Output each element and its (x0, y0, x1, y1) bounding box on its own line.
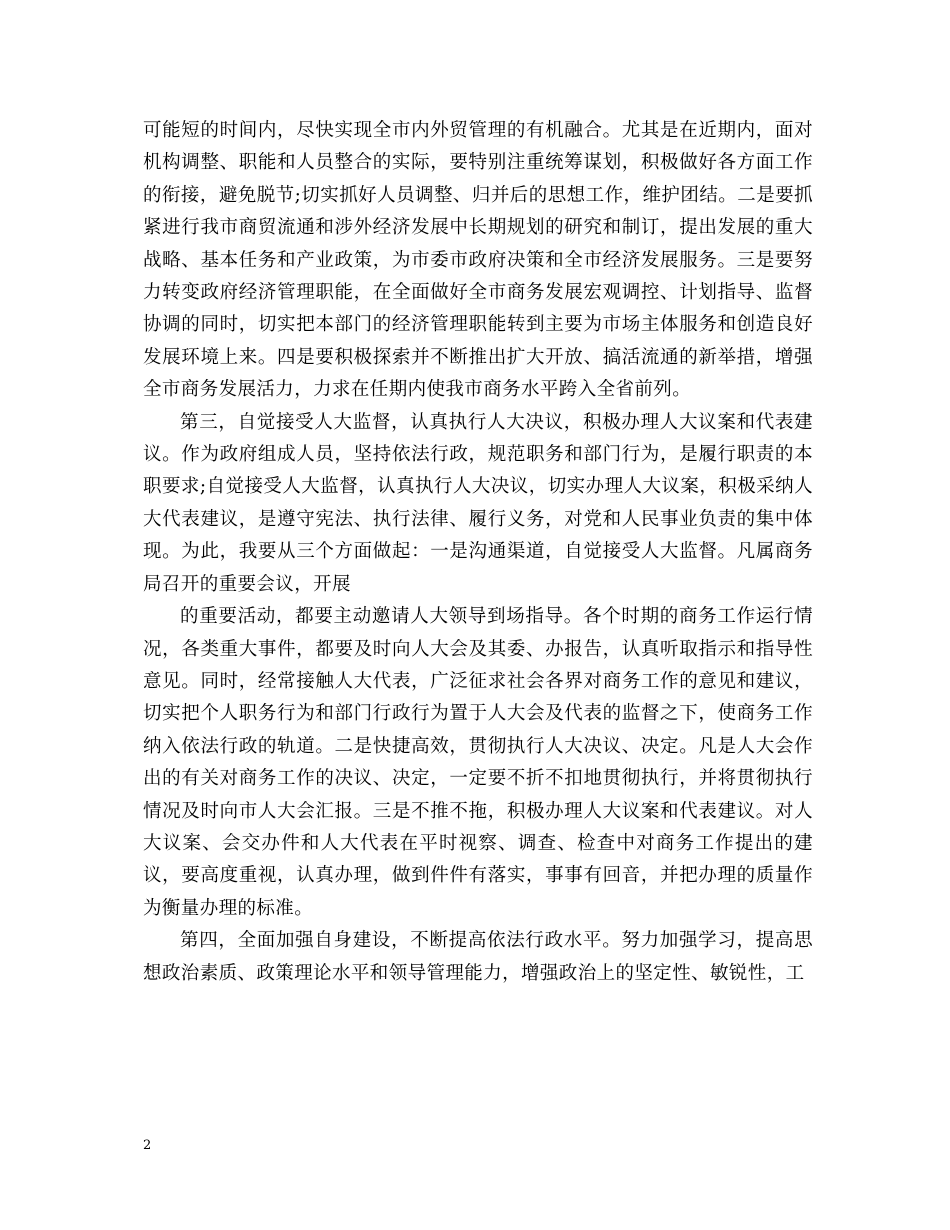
paragraph-continued: 可能短的时间内，尽快实现全市内外贸管理的有机融合。尤其是在近期内，面对机构调整、职能和人员整合的实际，要特别注重统筹谋划，积极做好各方面工作的衔接，避免脱节;切实抓好人员调整、归并后的思想工作，维护团结。二是要抓紧进行我市商贸流通和涉外经济发展中长期规划的研究和制订，提出发展的重大战略、基本任务和产业政策，为市委市政府决策和全市经济发展服务。三是要努力转变政府经济管理职能，在全面做好全市商务发展宏观调控、计划指导、监督协调的同时，切实把本部门的经济管理职能转到主要为市场主体服务和创造良好发展环境上来。四是要积极探索并不断推出扩大开放、搞活流通的新举措，增强全市商务发展活力，力求在任期内使我市商务水平跨入全省前列。 (143, 120, 813, 401)
document-body (143, 115, 813, 990)
page-number: 2 (143, 1138, 152, 1153)
paragraph-third-point: 第三，自觉接受人大监督，认真执行人大决议，积极办理人大议案和代表建议。作为政府组成人员，坚持依法行政，规范职务和部门行为，是履行职责的本职要求;自觉接受人大监督，认真执行人大决议，切实办理人大议案，积极采纳人大代表建议，是遵守宪法、执行法律、履行义务，对党和人民事业负责的集中体现。为此，我要从三个方面做起：一是沟通渠道，自觉接受人大监督。凡属商务局召开的重要会议，开展 (143, 411, 813, 595)
paragraph-fourth-point: 第四，全面加强自身建设，不断提高依法行政水平。努力加强学习，提高思想政治素质、政策理论水平和领导管理能力，增强政治上的坚定性、敏锐性，工 (143, 930, 813, 984)
paragraph-supervision-details: 的重要活动，都要主动邀请人大领导到场指导。各个时期的商务工作运行情况，各类重大事件，都要及时向人大会及其委、办报告，认真听取指示和指导性意见。同时，经常接触人大代表，广泛征求社会各界对商务工作的意见和建议，切实把个人职务行为和部门行政行为置于人大会及代表的监督之下，使商务工作纳入依法行政的轨道。二是快捷高效，贯彻执行人大决议、决定。凡是人大会作出的有关对商务工作的决议、决定，一定要不折不扣地贯彻执行，并将贯彻执行情况及时向市人大会汇报。三是不推不拖，积极办理人大议案和代表建议。对人大议案、会交办件和人大代表在平时视察、调查、检查中对商务工作提出的建议，要高度重视，认真办理，做到件件有落实，事事有回音，并把办理的质量作为衡量办理的标准。 (143, 606, 813, 919)
